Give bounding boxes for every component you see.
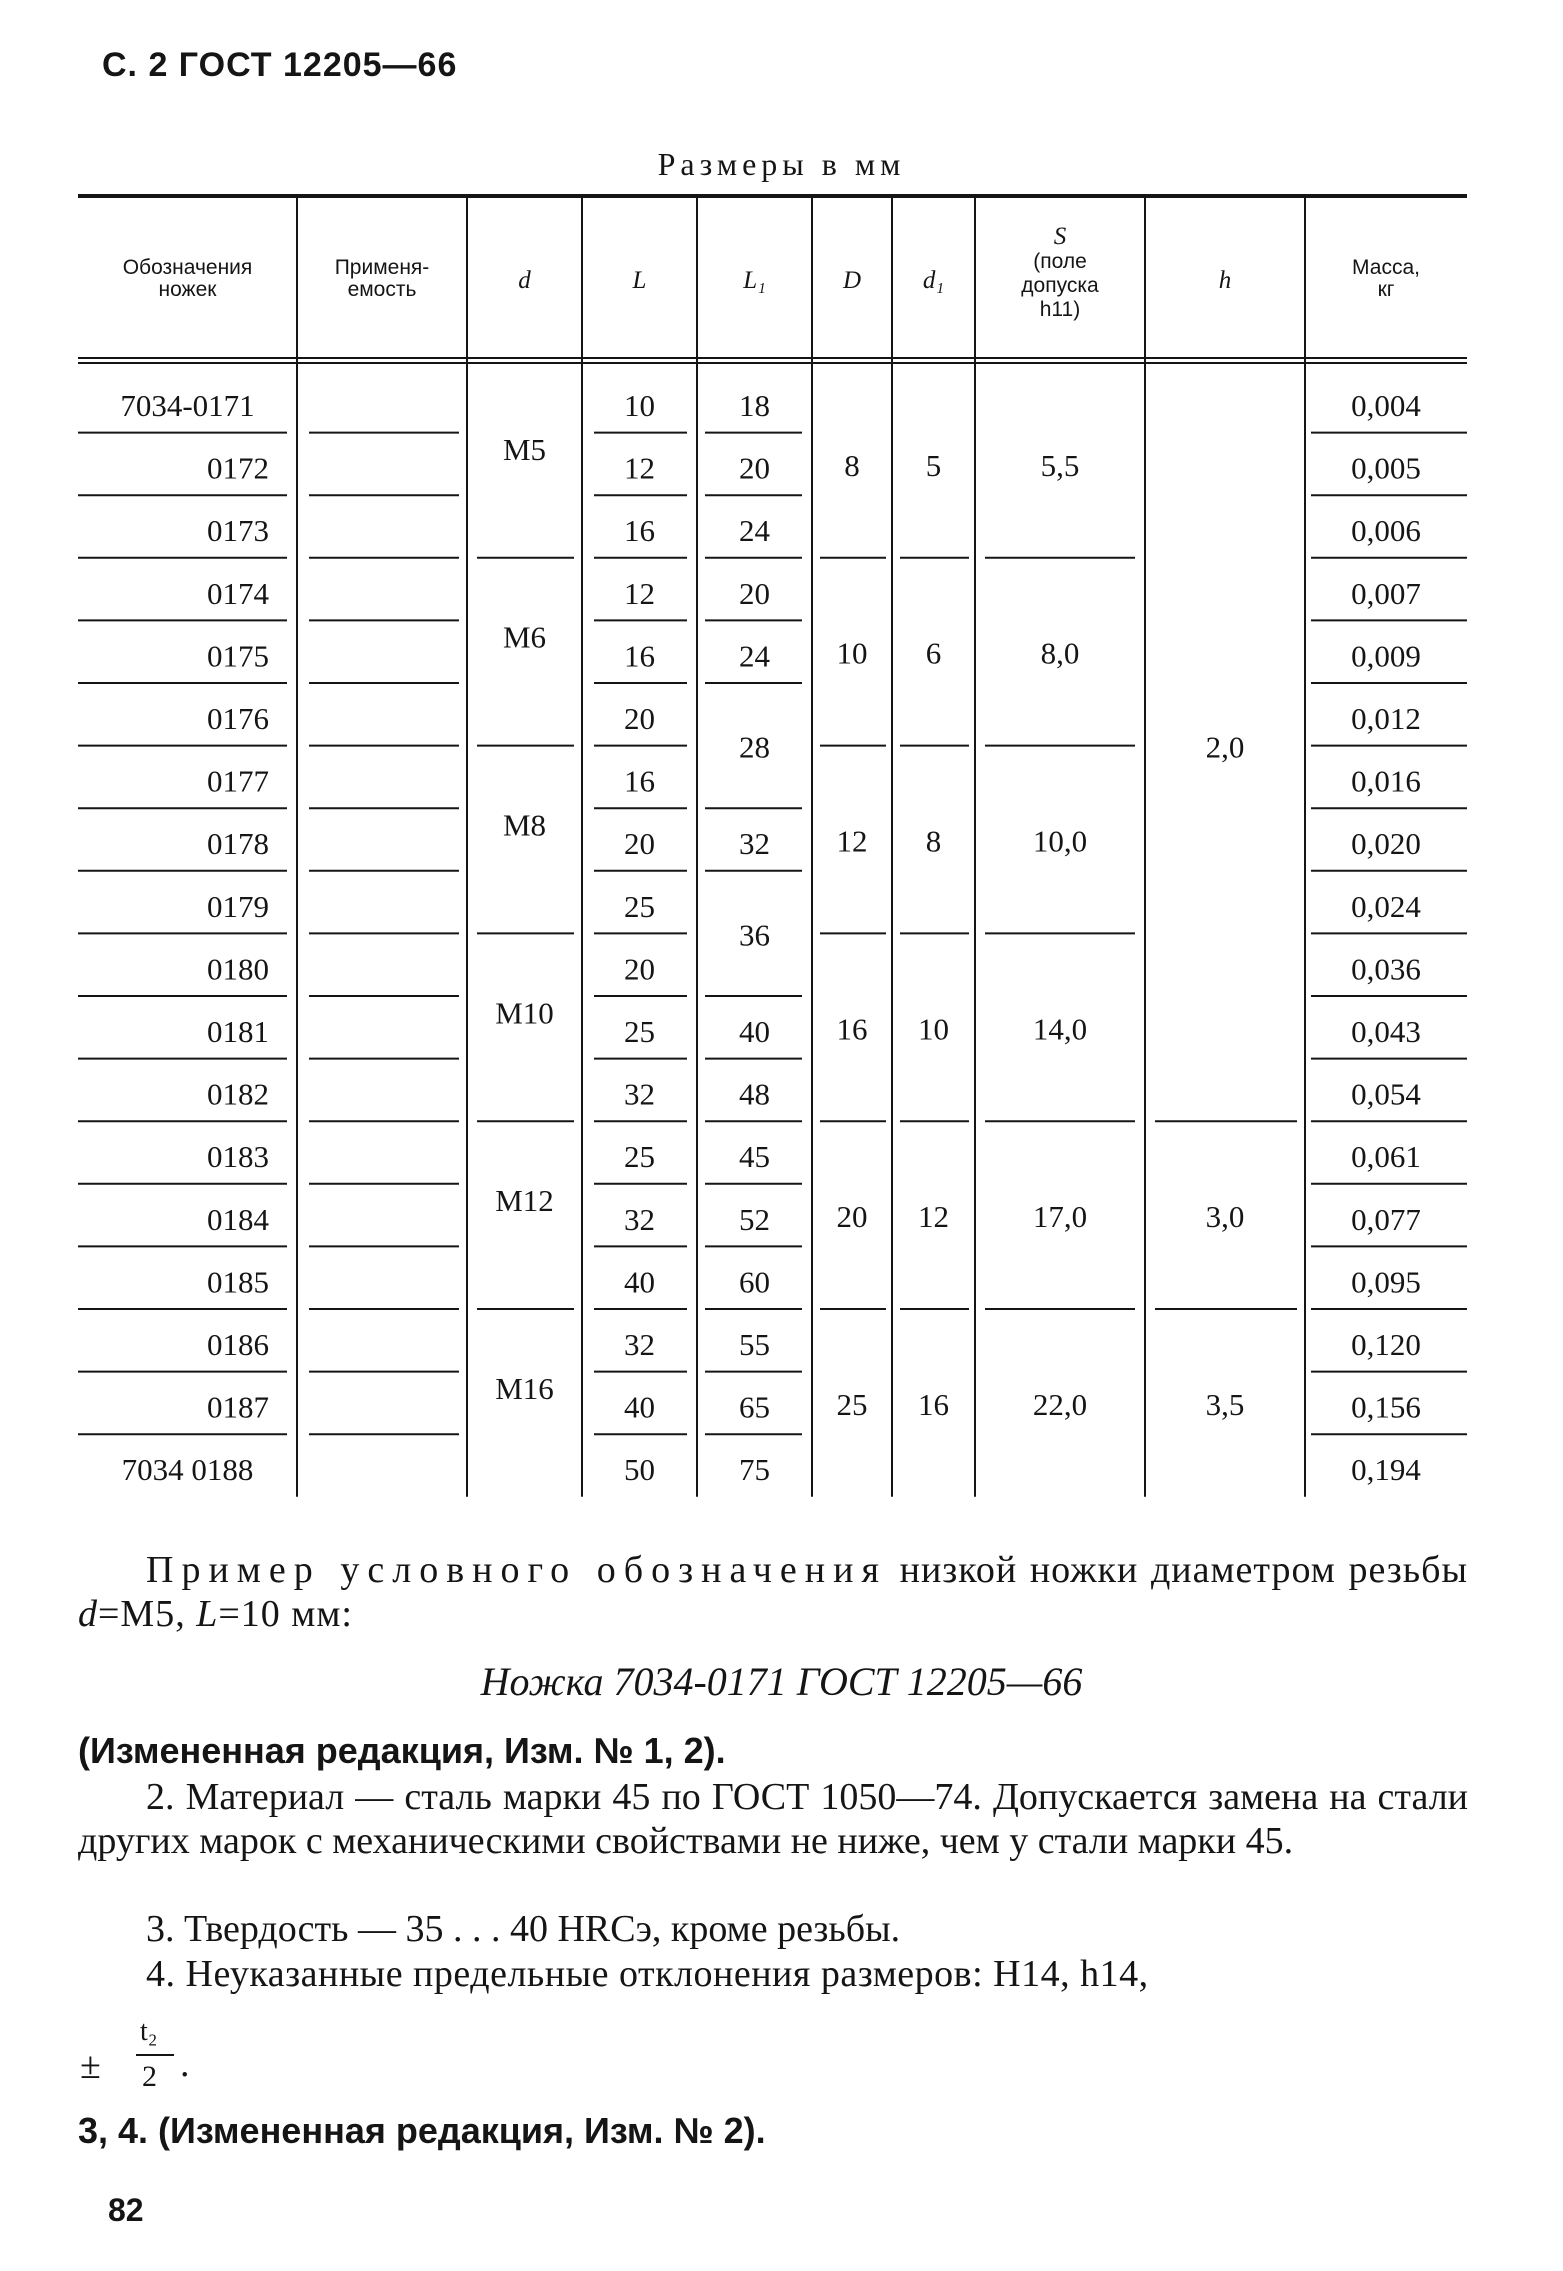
cell-L: 20 [624, 951, 655, 987]
cell-L1: 24 [739, 513, 770, 549]
cell-L1: 48 [739, 1076, 770, 1112]
cell-L: 32 [624, 1327, 655, 1362]
cell-D: 8 [844, 447, 860, 483]
cell-d1: 8 [925, 823, 942, 859]
cell-L1: 20 [739, 575, 770, 611]
header-designation: ножек [158, 278, 217, 301]
cell-L1: 55 [739, 1327, 770, 1362]
example-text-1: низкой ножки диаметром резьбы [886, 1549, 1468, 1591]
cell-h: 2,0 [1205, 729, 1245, 765]
header-h: h [1218, 267, 1232, 294]
cell-designation: 0172 [207, 450, 269, 486]
cell-mass: 0,007 [1351, 575, 1421, 611]
cell-mass: 0,156 [1351, 1389, 1421, 1425]
cell-mass: 0,077 [1351, 1201, 1421, 1237]
example-paragraph [78, 1548, 1468, 1636]
cell-d: M6 [502, 619, 547, 655]
cell-L: 12 [624, 450, 655, 486]
cell-d1: 5 [925, 447, 942, 483]
cell-L: 32 [624, 1201, 655, 1237]
cell-designation: 0179 [207, 888, 269, 924]
header-L: L [632, 267, 647, 294]
cell-d1: 12 [918, 1199, 949, 1235]
cell-designation: 0175 [207, 638, 269, 674]
cell-designation: 0181 [207, 1014, 269, 1049]
cell-designation: 0184 [207, 1201, 269, 1237]
page-header: С. 2 ГОСТ 12205—66 [102, 46, 458, 84]
header-applicability: Применя- [334, 256, 430, 279]
cell-S: 22,0 [1032, 1386, 1088, 1422]
cell-d1: 6 [925, 635, 942, 671]
cell-L1-merged: 36 [739, 917, 770, 953]
cell-mass: 0,036 [1351, 951, 1421, 987]
cell-D: 16 [836, 1011, 868, 1047]
cell-L1: 60 [739, 1264, 770, 1300]
cell-d1: 10 [918, 1011, 949, 1047]
cell-L: 16 [624, 763, 655, 799]
cell-L: 25 [624, 1014, 655, 1049]
header-S-line2: (поле [1033, 250, 1087, 273]
cell-mass: 0,095 [1351, 1264, 1421, 1300]
cell-mass: 0,020 [1351, 826, 1421, 862]
cell-L: 32 [624, 1076, 655, 1112]
fraction-numerator: t₂ [140, 2016, 158, 2047]
cell-mass: 0,054 [1351, 1076, 1421, 1112]
cell-L: 16 [624, 513, 655, 549]
page-number: 82 [108, 2192, 144, 2228]
cell-S: 8,0 [1040, 635, 1080, 671]
header-d1: d₁ [922, 267, 945, 294]
header-S: S [1053, 223, 1067, 250]
cell-designation: 7034 0188 [121, 1452, 254, 1488]
cell-mass: 0,061 [1351, 1139, 1421, 1175]
cell-designation: 0187 [207, 1389, 269, 1425]
cell-d1: 16 [918, 1386, 949, 1422]
cell-mass: 0,194 [1351, 1452, 1421, 1488]
cell-D: 25 [836, 1386, 868, 1422]
cell-L: 50 [624, 1452, 655, 1488]
cell-designation: 0182 [207, 1076, 269, 1112]
cell-designation: 0185 [207, 1264, 269, 1300]
cell-L1: 18 [739, 388, 770, 423]
header-designation: Обозначения [122, 256, 253, 279]
cell-designation: 0174 [207, 575, 269, 611]
example-text-3: =10 мм: [218, 1593, 353, 1635]
plus-minus-sign: ± [80, 2045, 101, 2087]
header-S-line4: h11) [1039, 298, 1081, 321]
cell-L: 40 [624, 1264, 655, 1300]
revision-note-1: (Измененная редакция, Изм. № 1, 2). [78, 1730, 726, 1771]
cell-mass: 0,006 [1351, 513, 1421, 549]
cell-L1: 24 [739, 638, 770, 674]
cell-L1: 75 [739, 1452, 770, 1488]
example-text-2: =М5, [98, 1593, 197, 1635]
units-caption: Размеры в мм [657, 146, 906, 182]
tolerance-fraction [80, 2006, 200, 2106]
cell-h: 3,5 [1205, 1386, 1245, 1422]
example-designation: Ножка 7034-0171 ГОСТ 12205—66 [480, 1659, 1083, 1704]
cell-d: M10 [495, 995, 554, 1031]
item-4-tolerances: 4. Неуказанные предельные отклонения размеров: Н14, h14, [146, 1953, 1149, 1995]
cell-designation: 0176 [207, 701, 269, 736]
header-mass: Масса, [1352, 256, 1420, 279]
fraction-bar [136, 2054, 174, 2056]
cell-L1: 65 [739, 1389, 770, 1425]
cell-designation: 0180 [207, 951, 269, 987]
header-d: d [518, 267, 531, 294]
cell-mass: 0,004 [1351, 388, 1421, 423]
cell-L: 16 [624, 638, 655, 674]
header-applicability: емость [347, 278, 417, 301]
cell-S: 10,0 [1032, 823, 1088, 859]
example-var-L: L [196, 1593, 219, 1635]
cell-L1: 52 [739, 1201, 770, 1237]
cell-D: 20 [836, 1199, 868, 1235]
cell-mass: 0,016 [1351, 763, 1421, 799]
cell-L1: 45 [739, 1139, 770, 1175]
cell-L: 20 [624, 826, 655, 862]
cell-L: 12 [624, 575, 655, 611]
cell-designation: 0183 [207, 1139, 269, 1175]
cell-designation: 0177 [207, 763, 269, 799]
cell-L: 10 [624, 388, 655, 423]
cell-L1-merged: 28 [739, 729, 770, 765]
cell-h: 3,0 [1205, 1199, 1245, 1235]
cell-d: M16 [495, 1370, 554, 1406]
cell-L: 25 [624, 888, 655, 924]
cell-mass: 0,024 [1351, 888, 1421, 924]
item-3-hardness: 3. Твердость — 35 . . . 40 HRCэ, кроме резьбы. [146, 1908, 901, 1950]
fraction-denominator: 2 [142, 2060, 157, 2093]
header-D: D [842, 267, 862, 294]
cell-L1: 40 [739, 1014, 770, 1049]
cell-designation: 0186 [207, 1327, 269, 1362]
cell-L: 20 [624, 701, 655, 736]
cell-designation: 0173 [207, 513, 269, 549]
example-var-d: d [78, 1593, 98, 1635]
cell-D: 12 [836, 823, 868, 859]
revision-note-2: 3, 4. (Измененная редакция, Изм. № 2). [78, 2110, 766, 2151]
cell-mass: 0,009 [1351, 638, 1421, 674]
cell-mass: 0,005 [1351, 450, 1421, 486]
cell-designation: 7034-0171 [120, 388, 255, 423]
item-2-material: 2. Материал — сталь марки 45 по ГОСТ 1050—74. Допускается замена на стали других марок с механическими свойствами не ниже, чем у стали марки 45. [78, 1776, 1468, 1862]
cell-S: 17,0 [1032, 1199, 1088, 1235]
cell-d: M12 [495, 1183, 554, 1219]
cell-L1: 20 [739, 450, 770, 486]
cell-mass: 0,120 [1351, 1327, 1421, 1362]
header-mass: кг [1377, 278, 1395, 301]
example-spaced-text: Пример условного обозначения [146, 1549, 887, 1591]
cell-D: 10 [836, 635, 868, 671]
cell-L1: 32 [739, 826, 770, 862]
cell-mass: 0,043 [1351, 1014, 1421, 1049]
header-L1: L₁ [743, 267, 766, 294]
header-S-line3: допуска [1021, 274, 1099, 297]
cell-d: M5 [502, 431, 547, 467]
cell-L: 25 [624, 1139, 655, 1175]
cell-mass: 0,012 [1351, 701, 1421, 736]
cell-L: 40 [624, 1389, 655, 1425]
cell-S: 14,0 [1032, 1011, 1088, 1047]
fraction-period: . [180, 2043, 190, 2085]
cell-designation: 0178 [207, 826, 269, 862]
cell-S: 5,5 [1040, 447, 1080, 483]
cell-d: M8 [502, 807, 547, 843]
